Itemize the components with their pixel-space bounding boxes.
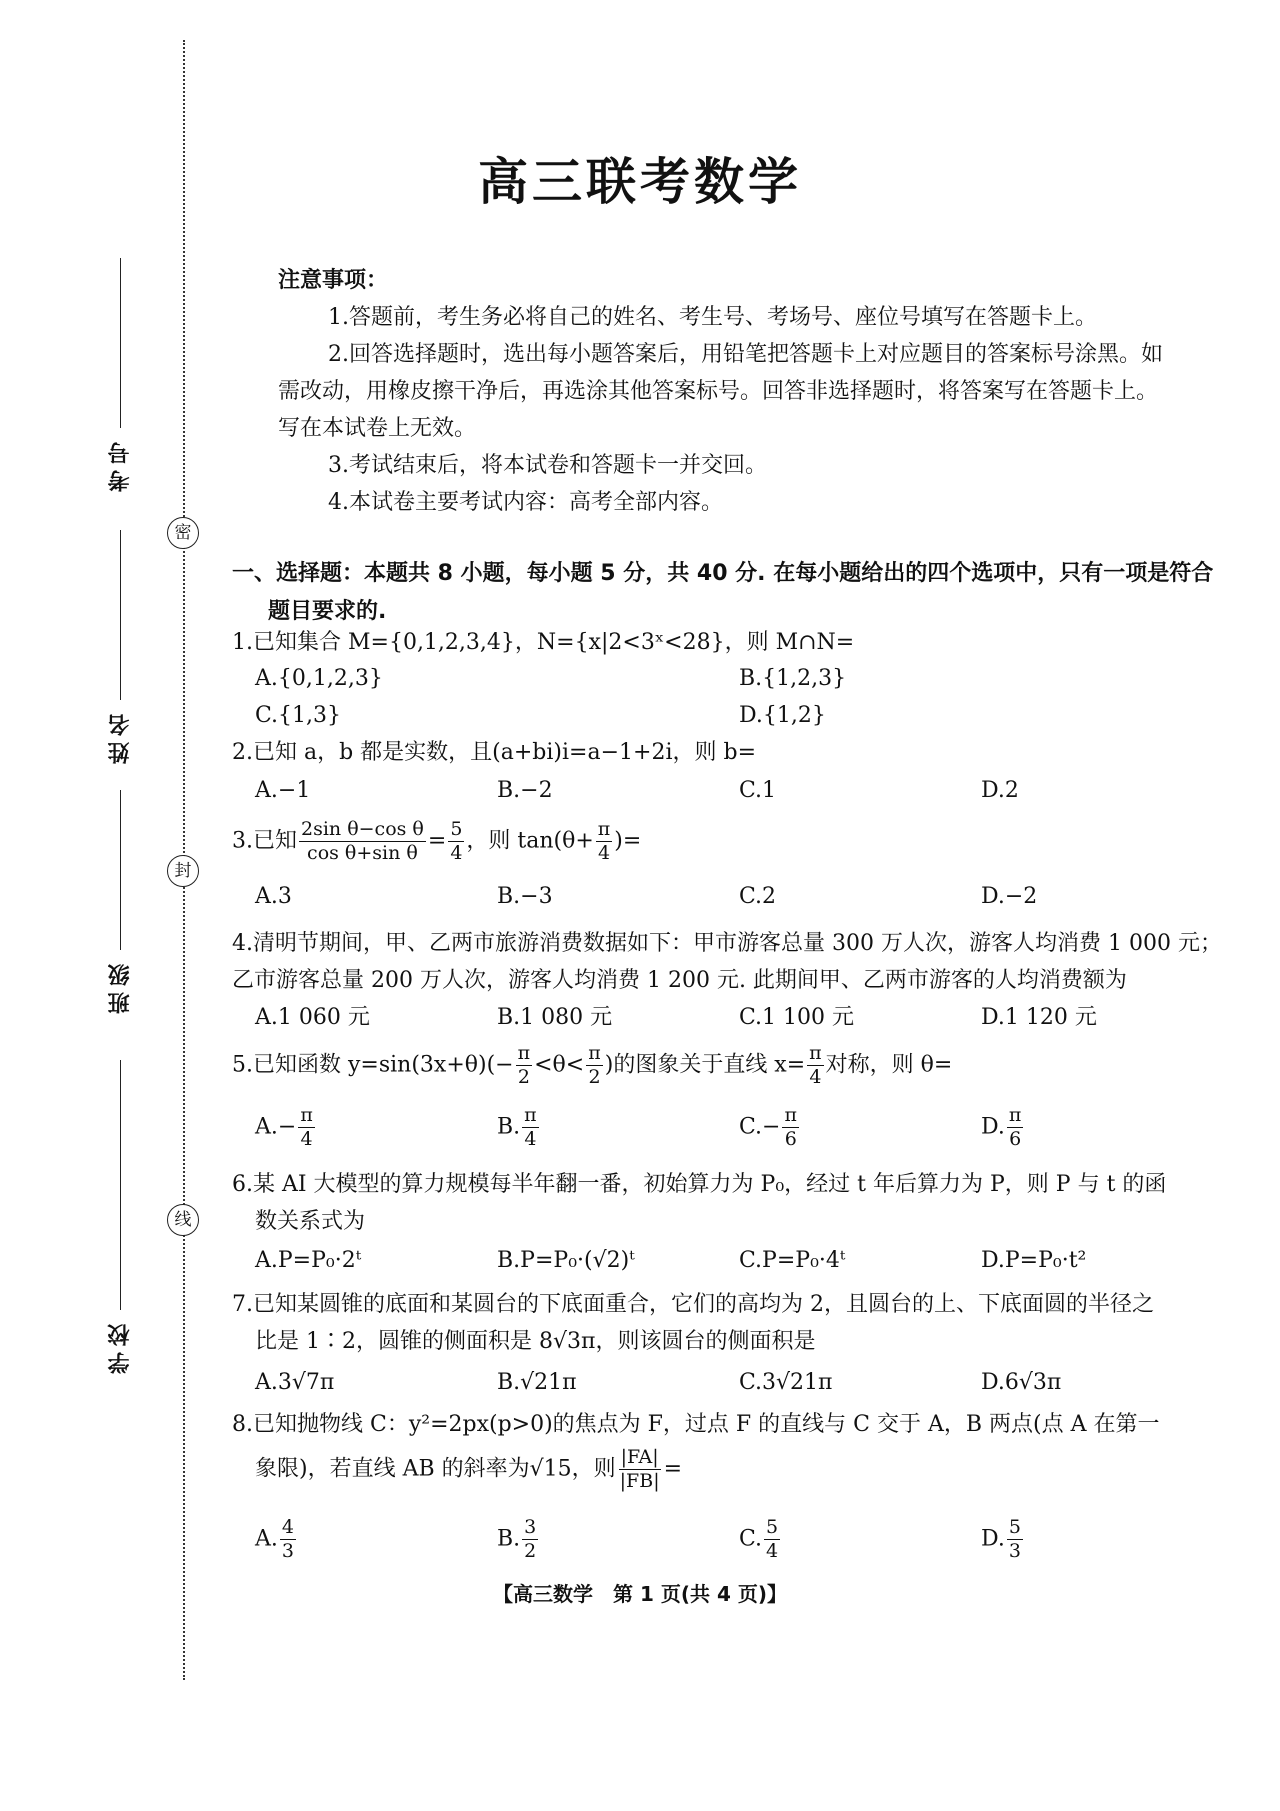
notice-item: 2.回答选择题时，选出每小题答案后，用铅笔把答题卡上对应题目的答案标号涂黑。如需改动，用橡皮擦干净后，再选涂其他答案标号。回答非选择题时，将答案写在答题卡上。写在本试卷上无效。 — [278, 342, 1163, 441]
school-field[interactable] — [100, 1060, 140, 1374]
q8-ratio-num: |FA| — [620, 1446, 659, 1468]
q8-line2-post: = — [663, 1456, 683, 1482]
q3-stem-post: )= — [614, 828, 642, 854]
class-blank[interactable] — [120, 790, 121, 950]
q5-frac-2-den: 2 — [588, 1066, 601, 1088]
q8-option-b-den: 2 — [524, 1540, 537, 1562]
question-8-line2 — [255, 1446, 1255, 1493]
q4-option-a[interactable]: A.1 060 元 — [255, 1005, 370, 1030]
q3-pi: π — [597, 818, 611, 840]
name-blank[interactable] — [120, 530, 121, 700]
q5-option-a-den: 4 — [300, 1128, 313, 1150]
q5-frac-2-num: π — [588, 1042, 601, 1064]
q8-ratio-fraction — [618, 1446, 662, 1493]
q8-option-d-letter: D. — [981, 1526, 1005, 1552]
q5-stem-mid1: <θ< — [534, 1052, 585, 1078]
class-label: 班级 — [107, 958, 133, 1014]
question-2-options — [255, 772, 1235, 812]
school-label: 学校 — [107, 1318, 133, 1374]
notice-item: 3.考试结束后，将本试卷和答题卡一并交回。 — [328, 453, 767, 478]
question-3-options — [255, 878, 1235, 918]
q5-stem-post: 对称，则 θ= — [825, 1052, 953, 1078]
q8-option-c-num: 5 — [766, 1516, 779, 1538]
question-1-stem: 1.已知集合 M={0,1,2,3,4}，N={x|2<3ˣ<28}，则 M∩N= — [232, 630, 855, 655]
q1-option-b[interactable]: B.{1,2,3} — [739, 666, 847, 691]
q5-frac-3-num: π — [809, 1042, 822, 1064]
q5-option-c-letter: C. — [739, 1114, 763, 1140]
q5-option-b-letter: B. — [497, 1114, 521, 1140]
question-6-line2: 数关系式为 — [255, 1209, 366, 1234]
q8-option-d[interactable] — [981, 1516, 1025, 1563]
q5-option-a-letter: A. — [255, 1114, 278, 1140]
q6-option-c[interactable]: C.P=P₀·4ᵗ — [739, 1248, 846, 1273]
exam-number-field[interactable] — [100, 258, 140, 492]
q8-option-b-frac — [522, 1516, 538, 1563]
q5-option-b-num: π — [524, 1104, 537, 1126]
q8-option-c-letter: C. — [739, 1526, 763, 1552]
question-1-options-row2 — [255, 697, 1235, 737]
question-6-options — [255, 1242, 1235, 1282]
q3-option-d[interactable]: D.−2 — [981, 884, 1038, 909]
q4-option-b[interactable]: B.1 080 元 — [497, 1005, 613, 1030]
q4-option-d[interactable]: D.1 120 元 — [981, 1005, 1097, 1030]
q2-option-c[interactable]: C.1 — [739, 778, 777, 803]
question-5-options — [255, 1104, 1235, 1156]
q3-stem-mid: ，则 tan(θ+ — [466, 828, 594, 854]
q3-eq: = — [427, 828, 447, 854]
q4-option-c[interactable]: C.1 100 元 — [739, 1005, 855, 1030]
q3-value-num: 5 — [450, 818, 463, 840]
question-8-options — [255, 1516, 1235, 1568]
question-8-line1: 8.已知抛物线 C：y²=2px(p>0)的焦点为 F，过点 F 的直线与 C 交于 A，B 两点(点 A 在第一 — [232, 1412, 1160, 1437]
page-title: 高三联考数学 — [478, 153, 802, 211]
q6-option-b[interactable]: B.P=P₀·(√2)ᵗ — [497, 1248, 635, 1273]
question-5-stem — [232, 1042, 1232, 1089]
notice-item: 4.本试卷主要考试内容：高考全部内容。 — [328, 490, 723, 515]
q5-option-b[interactable] — [497, 1104, 541, 1151]
name-label: 姓名 — [107, 708, 133, 764]
q1-option-c[interactable]: C.{1,3} — [255, 703, 342, 728]
q6-option-d[interactable]: D.P=P₀·t² — [981, 1248, 1087, 1273]
question-4-line1: 4.清明节期间，甲、乙两市旅游消费数据如下：甲市游客总量 300 万人次，游客人均消费 1 000 元； — [232, 931, 1222, 956]
question-2-stem: 2.已知 a，b 都是实数，且(a+bi)i=a−1+2i，则 b= — [232, 740, 757, 765]
q5-option-d-frac — [1007, 1104, 1024, 1151]
q5-frac-1-num: π — [517, 1042, 531, 1064]
q8-option-a[interactable] — [255, 1516, 298, 1563]
q3-value-den: 4 — [450, 842, 463, 864]
q5-stem-pre: 5.已知函数 y=sin(3x+θ)(− — [232, 1052, 514, 1078]
q1-option-a[interactable]: A.{0,1,2,3} — [255, 666, 383, 691]
question-3-stem — [232, 818, 1232, 865]
section-heading-line2: 题目要求的. — [268, 599, 387, 624]
school-blank[interactable] — [120, 1060, 121, 1310]
q3-option-b[interactable]: B.−3 — [497, 884, 553, 909]
q5-option-b-den: 4 — [524, 1128, 537, 1150]
q8-option-b[interactable] — [497, 1516, 540, 1563]
q3-value-fraction — [448, 818, 464, 865]
q5-frac-3-den: 4 — [809, 1066, 822, 1088]
q5-option-c-den: 6 — [784, 1128, 797, 1150]
q7-option-d[interactable]: D.6√3π — [981, 1370, 1062, 1395]
q5-option-d-letter: D. — [981, 1114, 1005, 1140]
q8-option-d-frac — [1007, 1516, 1023, 1563]
q7-option-a[interactable]: A.3√7π — [255, 1370, 335, 1395]
q3-option-a[interactable]: A.3 — [255, 884, 292, 909]
q8-option-c-frac — [764, 1516, 780, 1563]
q5-option-c-frac — [782, 1104, 799, 1151]
q8-option-d-den: 3 — [1008, 1540, 1021, 1562]
q5-option-a-sign: − — [277, 1114, 297, 1140]
question-7-line2: 比是 1∶2，圆锥的侧面积是 8√3π，则该圆台的侧面积是 — [255, 1329, 816, 1354]
q8-option-a-letter: A. — [255, 1526, 278, 1552]
question-7-line1: 7.已知某圆锥的底面和某圆台的下底面重合，它们的高均为 2，且圆台的上、下底面圆的半径之 — [232, 1292, 1154, 1317]
q5-option-a[interactable] — [255, 1104, 317, 1151]
section-heading — [232, 555, 1222, 631]
q7-option-b[interactable]: B.√21π — [497, 1370, 577, 1395]
notice-item: 1.答题前，考生务必将自己的姓名、考生号、考场号、座位号填写在答题卡上。 — [328, 305, 1097, 330]
notice-block — [278, 262, 1178, 521]
q3-four: 4 — [598, 842, 611, 864]
question-1-options-row1 — [255, 660, 1235, 700]
exam-number-label: 考号 — [107, 436, 133, 492]
q2-option-a[interactable]: A.−1 — [255, 778, 311, 803]
q5-option-d[interactable] — [981, 1104, 1025, 1151]
q8-ratio-den: |FB| — [619, 1470, 660, 1492]
q3-frac-num: 2sin θ−cos θ — [301, 818, 424, 840]
q5-option-a-frac — [298, 1104, 315, 1151]
q2-option-d[interactable]: D.2 — [981, 778, 1019, 803]
q5-option-a-num: π — [300, 1104, 313, 1126]
page-footer: 【高三数学 第 1 页(共 4 页)】 — [493, 1582, 787, 1606]
q5-frac-2 — [586, 1042, 603, 1089]
q5-option-c[interactable] — [739, 1104, 801, 1151]
q5-frac-1-den: 2 — [517, 1066, 530, 1088]
seal-char-feng: 封 — [167, 855, 199, 887]
q5-option-c-sign: − — [762, 1114, 781, 1140]
q8-option-a-num: 4 — [281, 1516, 294, 1538]
q1-option-d[interactable]: D.{1,2} — [739, 703, 826, 728]
q7-option-c[interactable]: C.3√21π — [739, 1370, 833, 1395]
q5-option-d-den: 6 — [1009, 1128, 1022, 1150]
q8-option-d-num: 5 — [1008, 1516, 1021, 1538]
q3-option-c[interactable]: C.2 — [739, 884, 777, 909]
q8-option-b-num: 3 — [524, 1516, 537, 1538]
q3-stem-pre: 3.已知 — [232, 828, 297, 854]
q6-option-a[interactable]: A.P=P₀·2ᵗ — [255, 1248, 362, 1273]
q3-fraction — [299, 818, 426, 865]
q5-option-b-frac — [522, 1104, 539, 1151]
q5-frac-3 — [807, 1042, 824, 1089]
question-4-line2: 乙市游客总量 200 万人次，游客人均消费 1 200 元. 此期间甲、乙两市游客的人均消费额为 — [232, 968, 1127, 993]
seal-char-xian: 线 — [167, 1204, 199, 1236]
q8-line2-pre: 象限)，若直线 AB 的斜率为√15，则 — [255, 1456, 616, 1482]
name-field[interactable] — [100, 530, 140, 764]
q8-option-a-den: 3 — [281, 1540, 294, 1562]
q5-option-c-num: π — [784, 1104, 797, 1126]
q5-frac-1 — [516, 1042, 533, 1089]
exam-number-blank[interactable] — [120, 258, 121, 428]
q8-option-c-den: 4 — [766, 1540, 779, 1562]
question-7-options — [255, 1364, 1235, 1404]
q3-frac-den: cos θ+sin θ — [307, 842, 418, 864]
question-6-line1: 6.某 AI 大模型的算力规模每半年翻一番，初始算力为 P₀，经过 t 年后算力为 P，则 P 与 t 的函 — [232, 1172, 1167, 1197]
q5-option-d-num: π — [1008, 1104, 1022, 1126]
q8-option-b-letter: B. — [497, 1526, 521, 1552]
seal-char-mi: 密 — [167, 517, 199, 549]
q2-option-b[interactable]: B.−2 — [497, 778, 553, 803]
q3-pi-fraction — [596, 818, 613, 865]
section-heading-line1: 一、选择题：本题共 8 小题，每小题 5 分，共 40 分. 在每小题给出的四个选项中，只有一项是符合 — [232, 561, 1214, 586]
class-field[interactable] — [100, 790, 140, 1014]
q8-option-a-frac — [280, 1516, 296, 1563]
question-4-options — [255, 999, 1235, 1039]
q5-stem-mid2: )的图象关于直线 x= — [604, 1052, 806, 1078]
notice-heading: 注意事项： — [278, 268, 389, 293]
q8-option-c[interactable] — [739, 1516, 782, 1563]
